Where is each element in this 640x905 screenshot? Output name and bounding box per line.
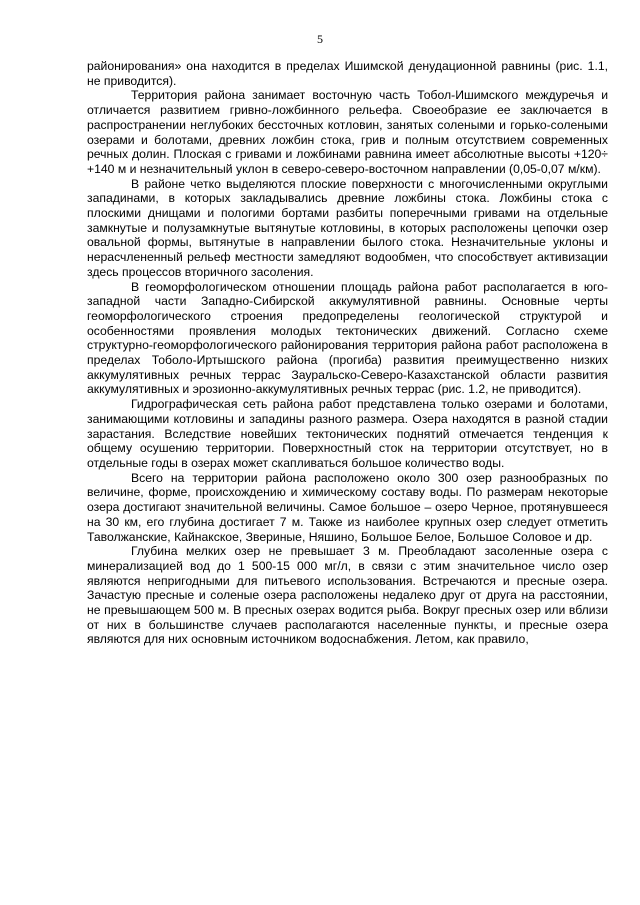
page-number: 5 bbox=[317, 32, 323, 46]
paragraph-1: районирования» она находится в пределах Ишимской денудационной равнины (рис. 1.1, не приводится). bbox=[87, 59, 608, 88]
paragraph-4: В геоморфологическом отношении площадь района работ располагается в юго-западной части Западно-Сибирской аккумулятивной равнины. Основные черты геоморфологического строения предопределены геологической структурой и особенностями проявления молодых тектонических движений. Согласно схеме структурно-геоморфологического районирования территория района работ расположена в пределах Тоболо-Иртышского района (прогиба) развития преимущественно низких аккумулятивных речных террас Зауральско-Северо-Казахстанской области развития аккумулятивных и эрозионно-аккумулятивных речных террас (рис. 1.2, не приводится). bbox=[87, 279, 608, 397]
paragraph-5: Гидрографическая сеть района работ представлена только озерами и болотами, занимающими котловины и западины разного размера. Озера находятся в разной стадии зарастания. Вследствие новейших тектонических поднятий отмечается тенденция к общему осушению территории. Поверхностный сток на территории отсутствует, но в отдельные годы в озерах может скапливаться большое количество воды. bbox=[87, 397, 608, 470]
body-text bbox=[87, 59, 608, 647]
paragraph-2: Территория района занимает восточную часть Тобол-Ишимского междуречья и отличается развитием гривно-ложбинного рельефа. Своеобразие ее заключается в распространении неглубоких бессточных котловин, занятых солеными и горько-солеными озерами и болотами, древних ложбин стока, грив и полным отсутствием современных речных долин. Плоская с гривами и ложбинами равнина имеет абсолютные высоты +120÷ +140 м и незначительный уклон в северо-северо-восточном направлении (0,05-0,07 м/км). bbox=[87, 88, 608, 176]
paragraph-7: Глубина мелких озер не превышает 3 м. Преобладают засоленные озера с минерализацией вод до 1 500-15 000 мг/л, в связи с этим значительное число озер являются непригодными для питьевого использования. Встречаются и пресные озера. Зачастую пресные и соленые озера расположены недалеко друг от друга на расстоянии, не превышающем 500 м. В пресных озерах водится рыба. Вокруг пресных озер или вблизи от них в большинстве случаев располагаются населенные пункты, и пресные озера являются для них основным источником водоснабжения. Летом, как правило, bbox=[87, 544, 608, 647]
paragraph-6: Всего на территории района расположено около 300 озер разнообразных по величине, форме, происхождению и химическому составу воды. По размерам некоторые озера достигают значительной величины. Самое большое – озеро Черное, протянувшееся на 30 км, его глубина достигает 7 м. Также из наиболее крупных озер следует отметить Таволжанские, Кайнакское, Звериные, Няшино, Большое Белое, Большое Соловое и др. bbox=[87, 470, 608, 544]
paragraph-3: В районе четко выделяются плоские поверхности с многочисленными округлыми западинами, в которых закладывались древние ложбины стока. Ложбины стока с плоскими днищами и пологими бортами разбиты поперечными гривами на отдельные замкнутые и полузамкнутые вытянутые котловины, в которых расположены цепочки озер овальной формы, вытянутые в направлении былого стока. Незначительные уклоны и нерасчлененный рельеф местности замедляют водообмен, что способствует активизации здесь процессов вторичного засоления. bbox=[87, 176, 608, 279]
